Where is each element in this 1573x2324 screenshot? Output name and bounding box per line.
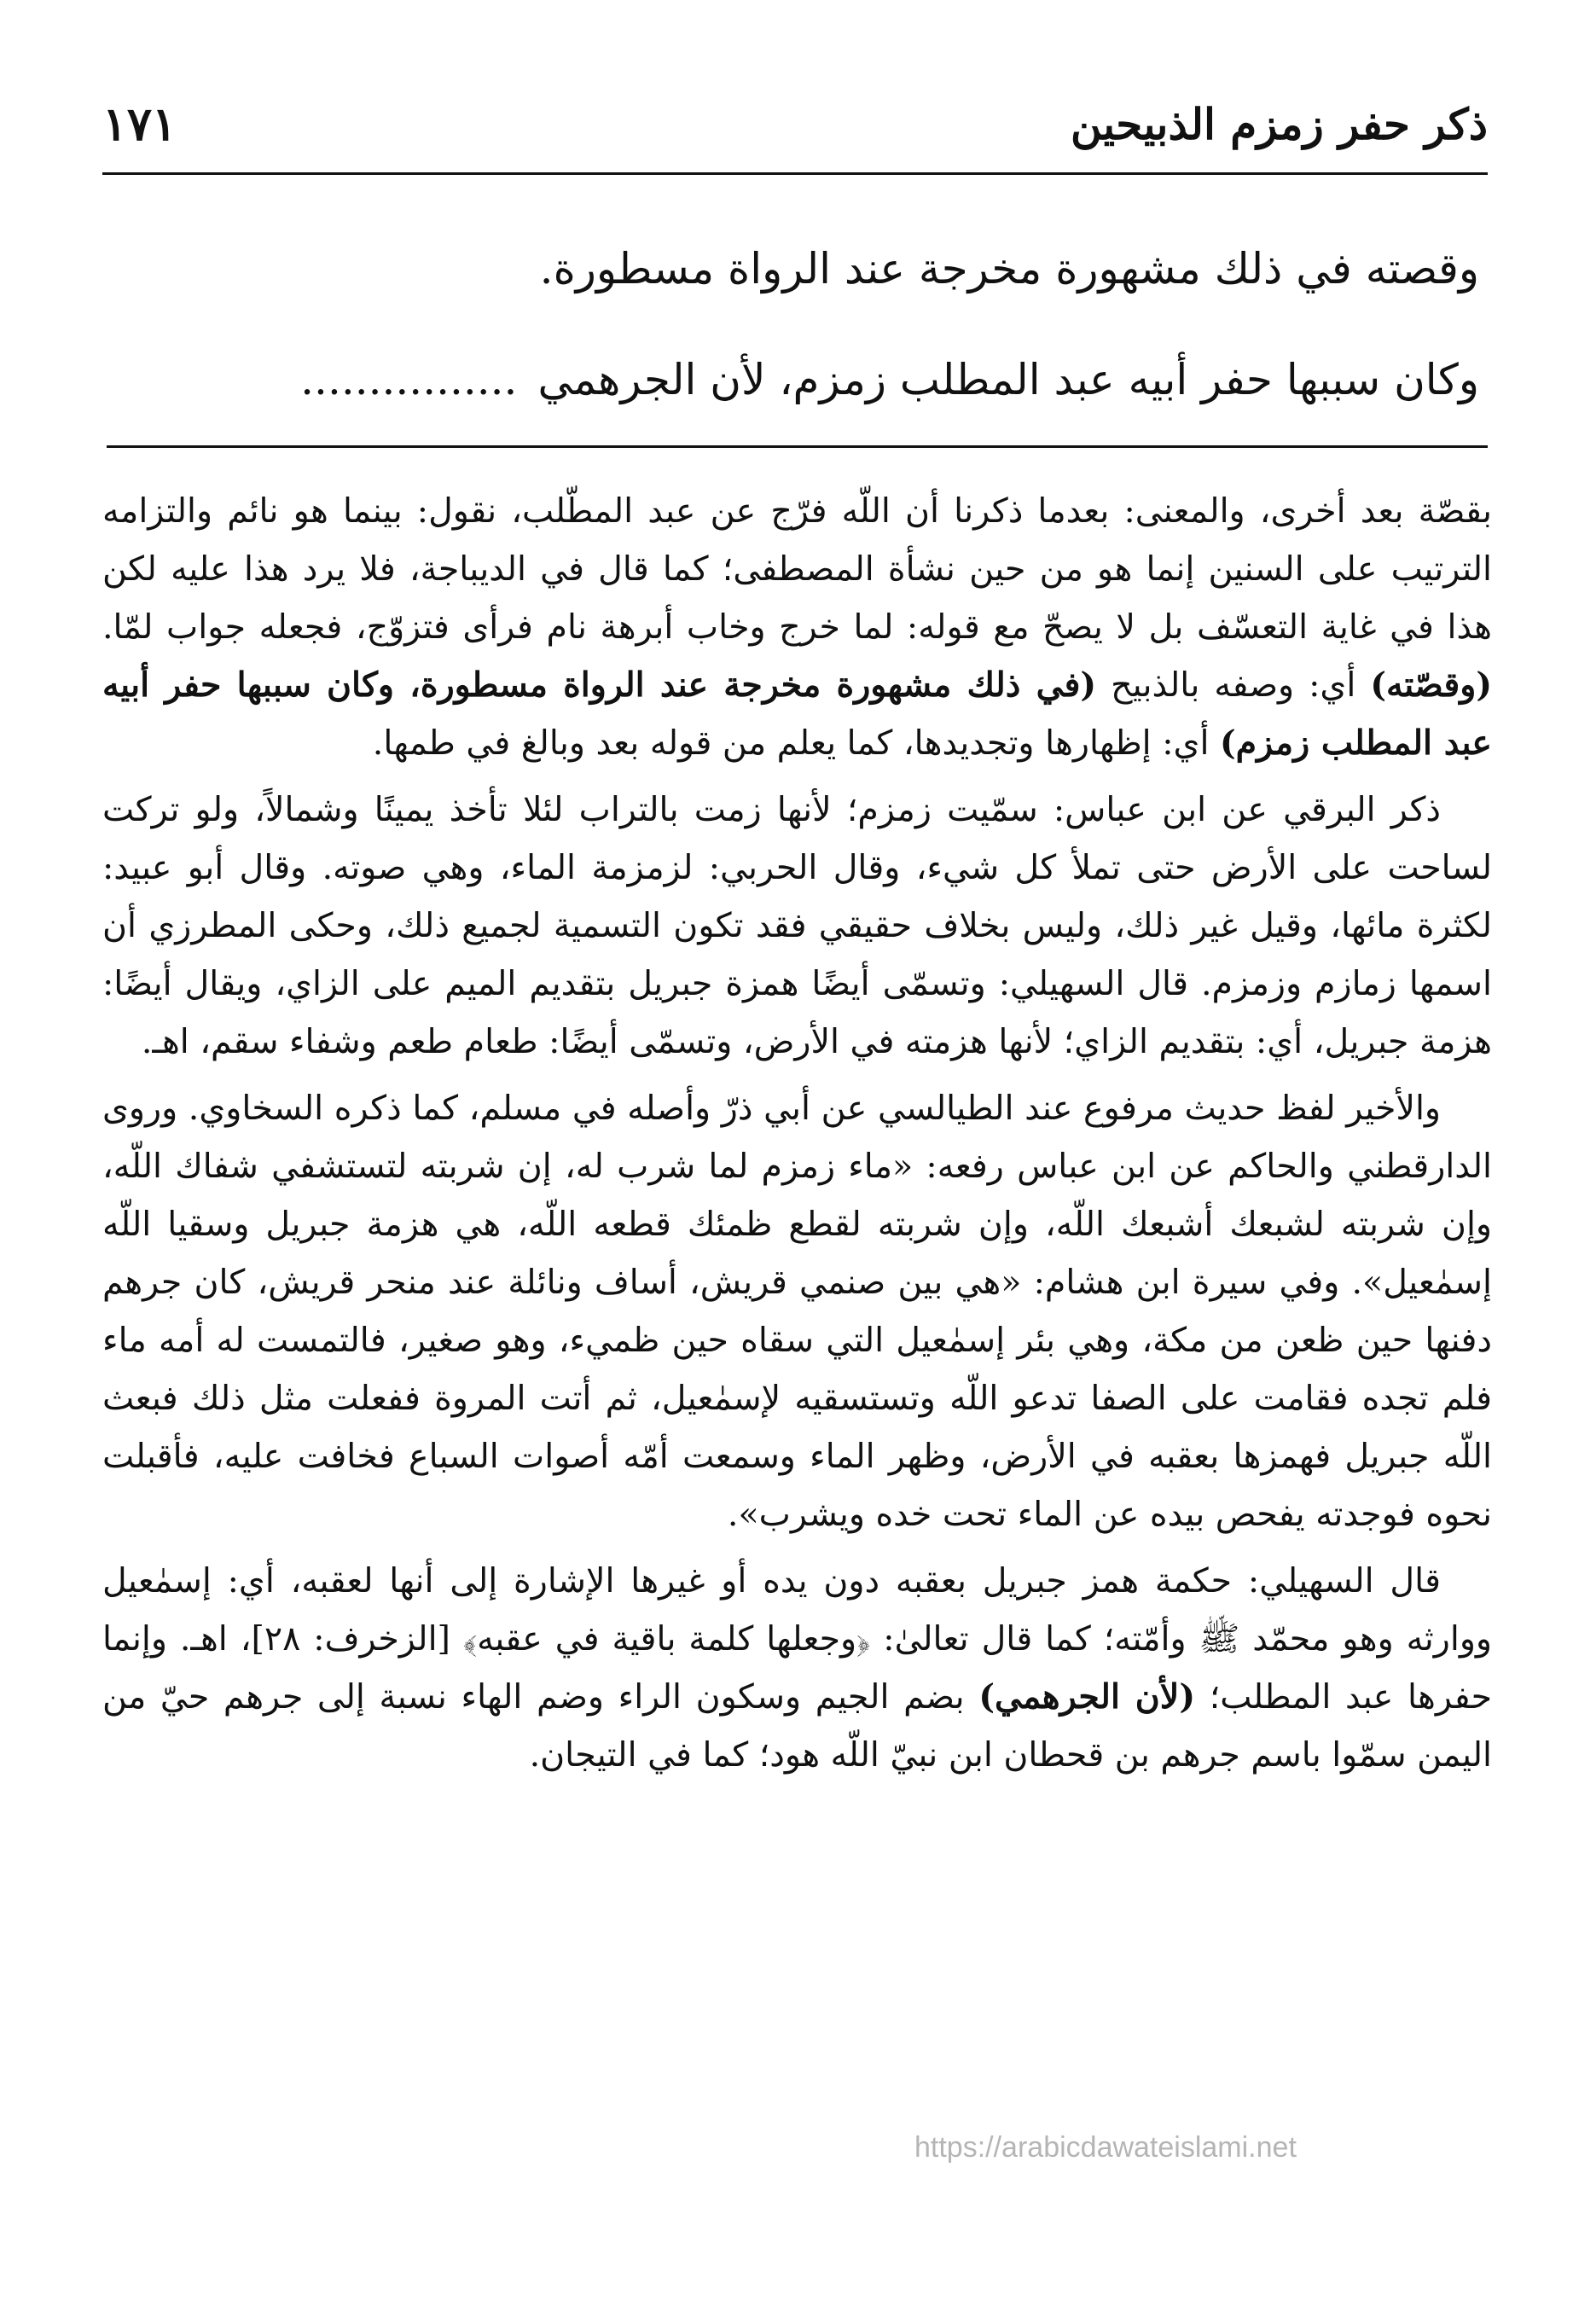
ellipsis-dots: ................	[300, 355, 518, 404]
footnote-divider	[107, 445, 1488, 448]
quoted-matn: (لأن الجرهمي)	[978, 1677, 1196, 1717]
commentary-text: أي: وصفه بالذبيح	[1111, 665, 1356, 705]
commentary-paragraph-2: ذكر البرقي عن ابن عباس: سمّيت زمزم؛ لأنها زمت بالتراب لئلا تأخذ يمينًا وشمالاً، ولو تركت لساحت على الأرض حتى تملأ كل شيء، وقال الحربي: لزمزمة الماء، وهي صوته. وقال أبو عبيد: لكثرة مائها، وقيل غير ذلك، وليس بخلاف حقيقي فقد تكون التسمية لجميع ذلك، وحكى المطرزي أن اسمها زمازم وزمزم. قال السهيلي: وتسمّى أيضًا همزة جبريل بتقديم الميم على الزاي، ويقال أيضًا: هزمة جبريل، أي: بتقديم الزاي؛ لأنها هزمته في الأرض، وتسمّى أيضًا: طعام طعم وشفاء سقم، اهـ.	[102, 790, 1492, 1061]
commentary-text: بقصّة بعد أخرى، والمعنى: بعدما ذكرنا أن اللّه فرّج عن عبد المطّلب، نقول: بينما هو نائم والتزامه الترتيب على السنين إنما هو من حين نشأة المصطفى؛ كما قال في الديباجة، فلا يرد هذا عليه لكن هذا في غاية التعسّف بل لا يصحّ مع قوله: لما خرج وخاب أبرهة نام فرأى فتزوّج، فجعله جواب لمّا.	[102, 491, 1492, 647]
header-divider	[102, 172, 1488, 175]
commentary-paragraph-4	[102, 1552, 1492, 1784]
quoted-matn: (في ذلك مشهورة مخرجة عند الرواة مسطورة، وكان سببها حفر أبيه عبد المطلب زمزم)	[102, 665, 1492, 763]
main-text-line-2-text: وكان سببها حفر أبيه عبد المطلب زمزم، لأن الجرهمي	[537, 355, 1479, 404]
commentary-paragraph-1	[102, 482, 1492, 772]
main-text	[111, 213, 1479, 435]
commentary-text: قال السهيلي: حكمة همز جبريل بعقبه دون يده أو غيرها الإشارة إلى أنها لعقبه، أي: إسمٰعيل ووارثه وهو محمّد ﷺ وأمّته؛ كما قال تعالىٰ: ﴿وجعلها كلمة باقية في عقبه﴾ [الزخرف: ٢٨]، اهـ. وإنما حفرها عبد المطلب؛	[102, 1561, 1493, 1717]
commentary-paragraph-3: والأخير لفظ حديث مرفوع عند الطيالسي عن أبي ذرّ وأصله في مسلم، كما ذكره السخاوي. وروى الدارقطني والحاكم عن ابن عباس رفعه: «ماء زمزم لما شرب له، إن شربته لتستشفي شفاك اللّه، وإن شربته لشبعك أشبعك اللّه، وإن شربته لقطع ظمئك قطعه اللّه، هي هزمة جبريل وسقيا اللّه إسمٰعيل». وفي سيرة ابن هشام: «هي بين صنمي قريش، أساف ونائلة عند منحر قريش، كان جرهم دفنها حين ظعن من مكة، وهي بئر إسمٰعيل التي سقاه حين ظميء، وهو صغير، فالتمست له أمه ماء فلم تجده فقامت على الصفا تدعو اللّه وتستسقيه لإسمٰعيل، ثم أتت المروة ففعلت مثل ذلك فبعث اللّه جبريل فهمزها بعقبه في الأرض، وظهر الماء وسمعت أمّه أصوات السباع فخافت عليه، فأقبلت نحوه فوجدته يفحص بيده عن الماء تحت خده ويشرب».	[102, 1089, 1492, 1534]
watermark-url: https://arabicdawateislami.net	[914, 2131, 1297, 2164]
main-text-line-1-text: وقصته في ذلك مشهورة مخرجة عند الرواة مسطورة.	[539, 244, 1479, 293]
page-number: ١٧١	[102, 96, 177, 151]
quoted-matn: (وقصّته)	[1370, 665, 1493, 705]
page-header	[102, 81, 1488, 166]
main-text-line-1	[111, 213, 1479, 324]
main-text-line-2	[111, 324, 1479, 435]
running-title: ذكر حفر زمزم الذبيحين	[1071, 98, 1488, 149]
commentary-text: أي: إظهارها وتجديدها، كما يعلم من قوله بعد وبالغ في طمها.	[372, 723, 1210, 763]
commentary	[102, 482, 1492, 1792]
commentary-text: بضم الجيم وسكون الراء وضم الهاء نسبة إلى جرهم حيّ من اليمن سمّوا باسم جرهم بن قحطان ابن نبيّ اللّه هود؛ كما في التيجان.	[102, 1677, 1492, 1775]
